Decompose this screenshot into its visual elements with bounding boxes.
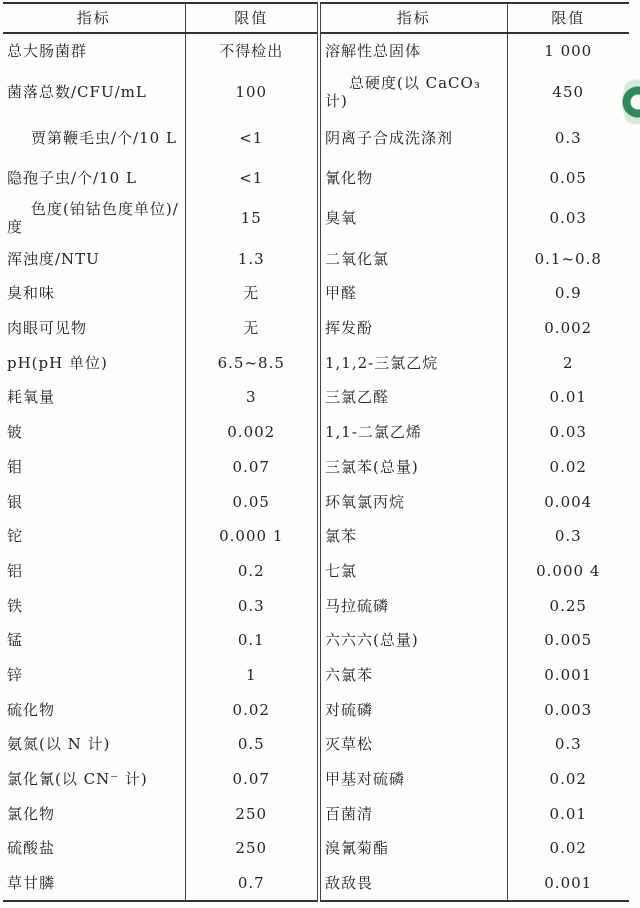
indicator-limit-right: 0.001 (507, 866, 629, 902)
indicator-name-right: 敌敌畏 (319, 866, 507, 902)
indicator-limit: 0.07 (185, 762, 319, 797)
indicator-limit: 100 (185, 69, 319, 115)
indicator-name: 色度(铂钴色度单位)/度 (7, 200, 179, 237)
table-row (3, 33, 629, 69)
indicator-limit-right: 0.3 (507, 727, 629, 762)
indicator-limit-right: 1 000 (507, 33, 629, 69)
indicator-limit: 无 (185, 311, 319, 346)
indicator-name-right: 三氯乙醛 (319, 380, 507, 415)
table-body (3, 33, 629, 901)
indicator-name: 铁 (7, 596, 24, 615)
indicator-limit-right: 0.005 (507, 623, 629, 658)
table-row (3, 796, 629, 831)
indicator-limit: 0.1 (185, 623, 319, 658)
table-row (3, 311, 629, 346)
table-row (3, 276, 629, 311)
indicator-limit-right: 0.003 (507, 692, 629, 727)
indicator-name-right: 总硬度(以 CaCO₃计) (319, 69, 507, 115)
indicator-limit: 0.07 (185, 450, 319, 485)
header-indicator: 指标 (3, 3, 185, 33)
indicator-name-right: 六氯苯 (319, 658, 507, 693)
table-row (3, 623, 629, 658)
indicator-name: 耗氧量 (7, 388, 56, 407)
indicator-name: 菌落总数/CFU/mL (7, 82, 147, 101)
indicator-name-right: 六六六(总量) (319, 623, 507, 658)
indicator-name: 氯化氰(以 CN⁻ 计) (7, 770, 148, 789)
indicator-name: 硫化物 (7, 700, 56, 719)
indicator-name: 总大肠菌群 (7, 42, 88, 61)
table-row (3, 588, 629, 623)
indicator-limit-right: 450 (507, 69, 629, 115)
indicator-name: 贾第鞭毛虫/个/10 L (31, 128, 177, 147)
indicator-name-right: 甲醛 (319, 276, 507, 311)
indicator-name-right: 溶解性总固体 (319, 33, 507, 69)
indicator-name-right: 百菌清 (319, 796, 507, 831)
indicator-limit-right: 0.001 (507, 658, 629, 693)
indicator-limit-right: 0.02 (507, 831, 629, 866)
indicator-limit-right: 0.3 (507, 115, 629, 161)
indicator-name-right: 二氧化氯 (319, 241, 507, 276)
indicator-name-right: 灭草松 (319, 727, 507, 762)
indicator-name: 铊 (7, 527, 24, 546)
table-row (3, 484, 629, 519)
indicator-limit: 0.000 1 (185, 519, 319, 554)
indicator-limit: 0.05 (185, 484, 319, 519)
table-row (3, 762, 629, 797)
indicator-limit: 0.3 (185, 588, 319, 623)
indicator-name-right: 三氯苯(总量) (319, 450, 507, 485)
indicator-name-right: 甲基对硫磷 (319, 762, 507, 797)
indicator-limit: 0.002 (185, 415, 319, 450)
indicator-limit: 0.5 (185, 727, 319, 762)
indicator-limit: 0.7 (185, 866, 319, 902)
table-row (3, 450, 629, 485)
indicator-limit-right: 0.9 (507, 276, 629, 311)
indicator-limit: 250 (185, 831, 319, 866)
indicator-name: 铍 (7, 423, 24, 442)
indicator-name-right: 对硫磷 (319, 692, 507, 727)
indicator-limit: <1 (185, 115, 319, 161)
header-limit: 限值 (185, 3, 319, 33)
indicator-name: 钼 (7, 457, 24, 476)
table-row (3, 831, 629, 866)
indicator-name-right: 溴氰菊酯 (319, 831, 507, 866)
table-row (3, 658, 629, 693)
table-row (3, 866, 629, 902)
indicator-limit-right: 0.01 (507, 380, 629, 415)
indicator-name-right: 阴离子合成洗涤剂 (319, 115, 507, 161)
indicator-limit: <1 (185, 161, 319, 196)
table-row (3, 415, 629, 450)
indicator-limit-right: 0.3 (507, 519, 629, 554)
indicator-limit-right: 0.1~0.8 (507, 241, 629, 276)
indicator-name: 硫酸盐 (7, 839, 56, 858)
table-header-row (3, 3, 629, 33)
indicator-name: 铝 (7, 561, 24, 580)
indicator-limit: 不得检出 (185, 33, 319, 69)
table-row (3, 692, 629, 727)
indicator-name-right: 1,1,2-三氯乙烷 (319, 345, 507, 380)
table-row (3, 519, 629, 554)
indicator-name: pH(pH 单位) (7, 353, 108, 372)
indicator-limit: 250 (185, 796, 319, 831)
indicator-limit-right: 0.01 (507, 796, 629, 831)
indicator-name-right: 七氯 (319, 554, 507, 589)
table-row (3, 115, 629, 161)
indicator-limit-right: 0.02 (507, 762, 629, 797)
water-quality-limits-table (3, 2, 629, 902)
indicator-limit-right: 0.25 (507, 588, 629, 623)
indicator-limit: 1.3 (185, 241, 319, 276)
indicator-name: 锌 (7, 665, 24, 684)
indicator-limit: 0.02 (185, 692, 319, 727)
indicator-limit: 0.2 (185, 554, 319, 589)
table-row (3, 345, 629, 380)
indicator-name: 浑浊度/NTU (7, 249, 100, 268)
table-row (3, 727, 629, 762)
indicator-limit-right: 0.002 (507, 311, 629, 346)
table-row (3, 241, 629, 276)
indicator-name-right: 臭氧 (319, 195, 507, 241)
indicator-limit: 6.5~8.5 (185, 345, 319, 380)
indicator-name-right: 氰化物 (319, 161, 507, 196)
indicator-limit-right: 0.000 4 (507, 554, 629, 589)
indicator-name: 草甘膦 (3, 866, 185, 902)
indicator-name: 隐孢子虫/个/10 L (7, 169, 137, 188)
indicator-name-right: 马拉硫磷 (319, 588, 507, 623)
indicator-limit-right: 0.03 (507, 195, 629, 241)
indicator-limit: 无 (185, 276, 319, 311)
table-row (3, 554, 629, 589)
indicator-limit: 1 (185, 658, 319, 693)
indicator-name: 氯化物 (7, 804, 56, 823)
indicator-name: 臭和味 (7, 284, 56, 303)
table-row (3, 195, 629, 241)
indicator-name-right: 氯苯 (319, 519, 507, 554)
indicator-name: 氨氮(以 N 计) (7, 735, 111, 754)
header-limit-right: 限值 (507, 3, 629, 33)
indicator-limit: 15 (185, 195, 319, 241)
indicator-limit-right: 0.004 (507, 484, 629, 519)
indicator-name-right: 1,1-二氯乙烯 (319, 415, 507, 450)
indicator-limit-right: 2 (507, 345, 629, 380)
indicator-name: 锰 (7, 631, 24, 650)
header-indicator-right: 指标 (319, 3, 507, 33)
indicator-name: 肉眼可见物 (7, 319, 88, 338)
table-row (3, 380, 629, 415)
indicator-limit-right: 0.03 (507, 415, 629, 450)
table-row (3, 161, 629, 196)
indicator-name-right: 环氧氯丙烷 (319, 484, 507, 519)
indicator-limit: 3 (185, 380, 319, 415)
indicator-limit-right: 0.05 (507, 161, 629, 196)
indicator-name-right: 挥发酚 (319, 311, 507, 346)
indicator-name: 银 (7, 492, 24, 511)
indicator-limit-right: 0.02 (507, 450, 629, 485)
table-row (3, 69, 629, 115)
